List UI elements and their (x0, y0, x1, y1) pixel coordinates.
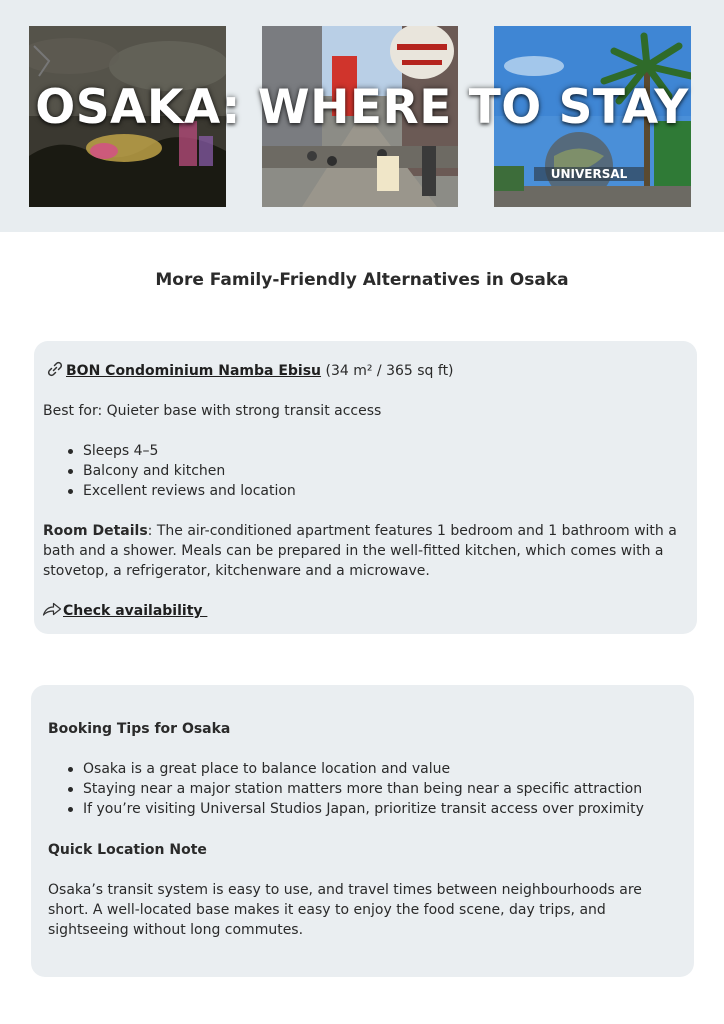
room-details-label: Room Details (43, 523, 148, 539)
tips-list (58, 759, 644, 819)
list-item: Sleeps 4–5 (58, 441, 296, 461)
list-item: Balcony and kitchen (58, 461, 296, 481)
list-item: Osaka is a great place to balance location and value (58, 759, 644, 779)
share-arrow-icon (42, 601, 62, 617)
room-details-text: : The air-conditioned apartment features 1 bedroom and 1 bathroom with a bath and a shower. Meals can be prepared in the well-fitted kitchen, which comes with a stovetop, a refrigerator, kitchenware and a microwave. (43, 523, 677, 579)
feature-list (58, 441, 296, 501)
best-for-text: Best for: Quieter base with strong transit access (43, 403, 382, 419)
booking-tips-card (31, 685, 694, 977)
link-icon (47, 361, 63, 377)
check-availability-row (42, 601, 207, 621)
listing-name-link[interactable]: BON Condominium Namba Ebisu (66, 363, 322, 379)
listing-title-line (47, 361, 454, 381)
list-item: If you’re visiting Universal Studios Japan, prioritize transit access over proximity (58, 799, 644, 819)
location-note-heading: Quick Location Note (48, 842, 207, 858)
list-item: Excellent reviews and location (58, 481, 296, 501)
section-title: More Family-Friendly Alternatives in Osaka (155, 270, 569, 290)
tips-heading: Booking Tips for Osaka (48, 721, 231, 737)
list-item: Staying near a major station matters more than being near a specific attraction (58, 779, 644, 799)
page-title: OSAKA: WHERE TO STAY (35, 80, 689, 135)
room-details (43, 521, 683, 581)
universal-sign: UNIVERSAL (550, 167, 628, 181)
listing-size: (34 m² / 365 sq ft) (325, 363, 454, 379)
location-note-text: Osaka’s transit system is easy to use, and travel times between neighbourhoods are short. A well-located base makes it easy to enjoy the food scene, day trips, and sightseeing without long commutes. (48, 882, 642, 938)
check-availability-link[interactable]: Check availability (63, 603, 208, 619)
hero-banner (0, 0, 724, 232)
listing-card (34, 341, 697, 634)
